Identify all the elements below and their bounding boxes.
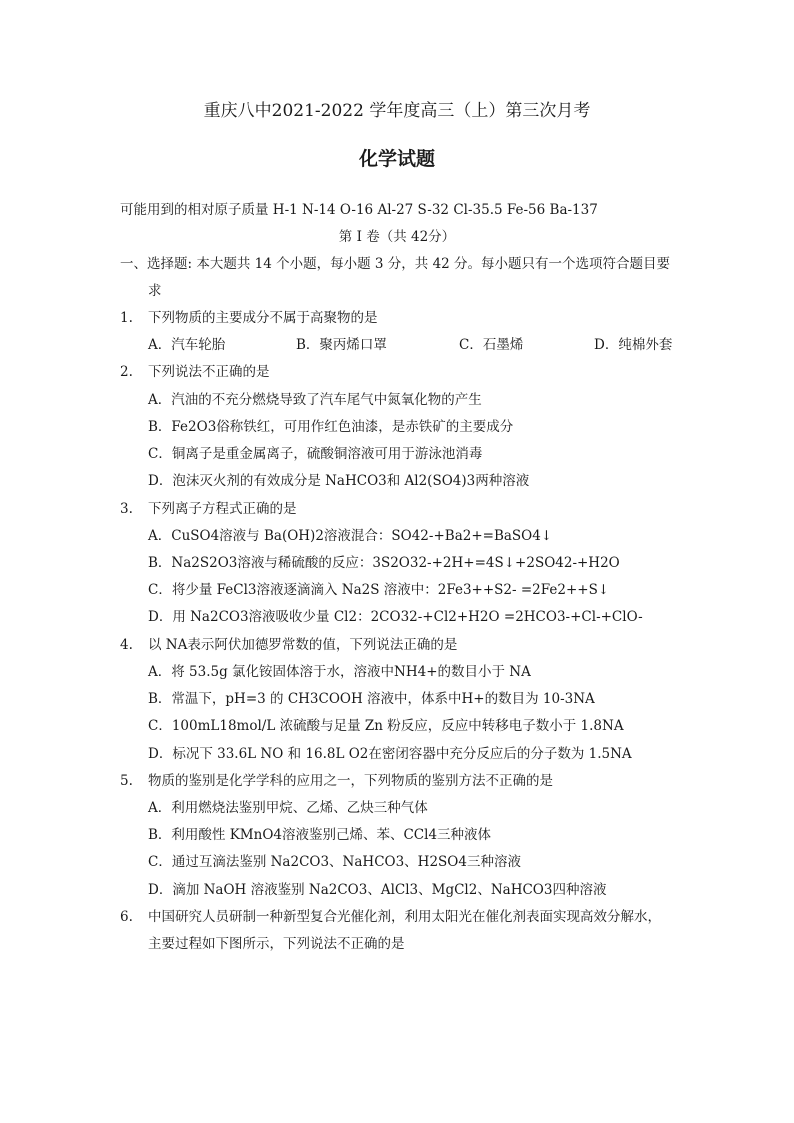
option-d: D．泡沫灭火剂的有效成分是 NaHCO3和 Al2(SO4)3两种溶液 [148, 473, 530, 489]
question-number: 6. [120, 909, 133, 925]
exam-title: 重庆八中2021-2022 学年度高三（上）第三次月考 [203, 101, 591, 121]
subject-title: 化学试题 [358, 148, 435, 170]
option-b: B．聚丙烯口罩 [296, 337, 387, 353]
option-a: A．汽车轮胎 [148, 337, 226, 353]
option-d: D．标况下 33.6L NO 和 16.8L O2在密闭容器中充分反应后的分子数为 1.5NA [148, 746, 632, 762]
question-number: 3. [120, 501, 133, 517]
question-stem: 物质的鉴别是化学学科的应用之一，下列物质的鉴别方法不正确的是 [148, 773, 553, 789]
question-stem: 下列说法不正确的是 [148, 364, 270, 380]
atomic-masses: 可能用到的相对原子质量 H-1 N-14 O-16 Al-27 S-32 Cl-35.5 Fe-56 Ba-137 [120, 202, 598, 218]
question-number: 4. [120, 637, 133, 653]
option-a: A．汽油的不充分燃烧导致了汽车尾气中氮氧化物的产生 [148, 392, 482, 408]
option-a: A．将 53.5g 氯化铵固体溶于水，溶液中NH4+的数目小于 NA [148, 664, 531, 680]
option-b: B．常温下，pH=3 的 CH3COOH 溶液中，体系中H+的数目为 10-3NA [148, 691, 595, 707]
question-stem: 下列物质的主要成分不属于高聚物的是 [148, 310, 378, 326]
question-number: 2. [120, 364, 133, 380]
question-stem: 以 NA表示阿伏加德罗常数的值，下列说法正确的是 [148, 637, 458, 653]
option-c: C．通过互滴法鉴别 Na2CO3、NaHCO3、H2SO4三种溶液 [148, 854, 521, 870]
option-c: C．铜离子是重金属离子，硫酸铜溶液可用于游泳池消毒 [148, 446, 483, 462]
question-stem: 中国研究人员研制一种新型复合光催化剂，利用太阳光在催化剂表面实现高效分解水， [148, 909, 661, 925]
option-a: A．CuSO4溶液与 Ba(OH)2溶液混合：SO42-+Ba2+=BaSO4↓ [148, 528, 553, 544]
section-instruction-cont: 求 [148, 283, 162, 299]
option-b: B．Na2S2O3溶液与稀硫酸的反应：3S2O32-+2H+=4S↓+2SO42-+H2O [148, 555, 620, 571]
section-instruction: 一、选择题: 本大题共 14 个小题，每小题 3 分，共 42 分。每小题只有一个选项符合题目要 [120, 256, 671, 272]
option-d: D．滴加 NaOH 溶液鉴别 Na2CO3、AlCl3、MgCl2、NaHCO3四种溶液 [148, 882, 607, 898]
option-c: C．石墨烯 [459, 337, 524, 353]
question-number: 1. [120, 310, 133, 326]
option-d: D．用 Na2CO3溶液吸收少量 Cl2：2CO32-+Cl2+H2O =2HCO3-+Cl-+ClO- [148, 609, 643, 625]
question-number: 5. [120, 773, 133, 789]
option-c: C．将少量 FeCl3溶液逐滴滴入 Na2S 溶液中：2Fe3++S2- =2Fe2++S↓ [148, 582, 610, 598]
option-b: B．利用酸性 KMnO4溶液鉴别己烯、苯、CCl4三种液体 [148, 827, 492, 843]
option-a: A．利用燃烧法鉴别甲烷、乙烯、乙炔三种气体 [148, 800, 428, 816]
option-d: D．纯棉外套 [594, 337, 673, 353]
option-c: C．100mL18mol/L 浓硫酸与足量 Zn 粉反应，反应中转移电子数小于 1.8NA [148, 718, 624, 734]
volume-heading: 第 I 卷（共 42分） [338, 229, 456, 245]
question-stem: 下列离子方程式正确的是 [148, 501, 297, 517]
question-stem-cont: 主要过程如下图所示，下列说法不正确的是 [148, 936, 405, 952]
option-b: B．Fe2O3俗称铁红，可用作红色油漆，是赤铁矿的主要成分 [148, 419, 514, 435]
